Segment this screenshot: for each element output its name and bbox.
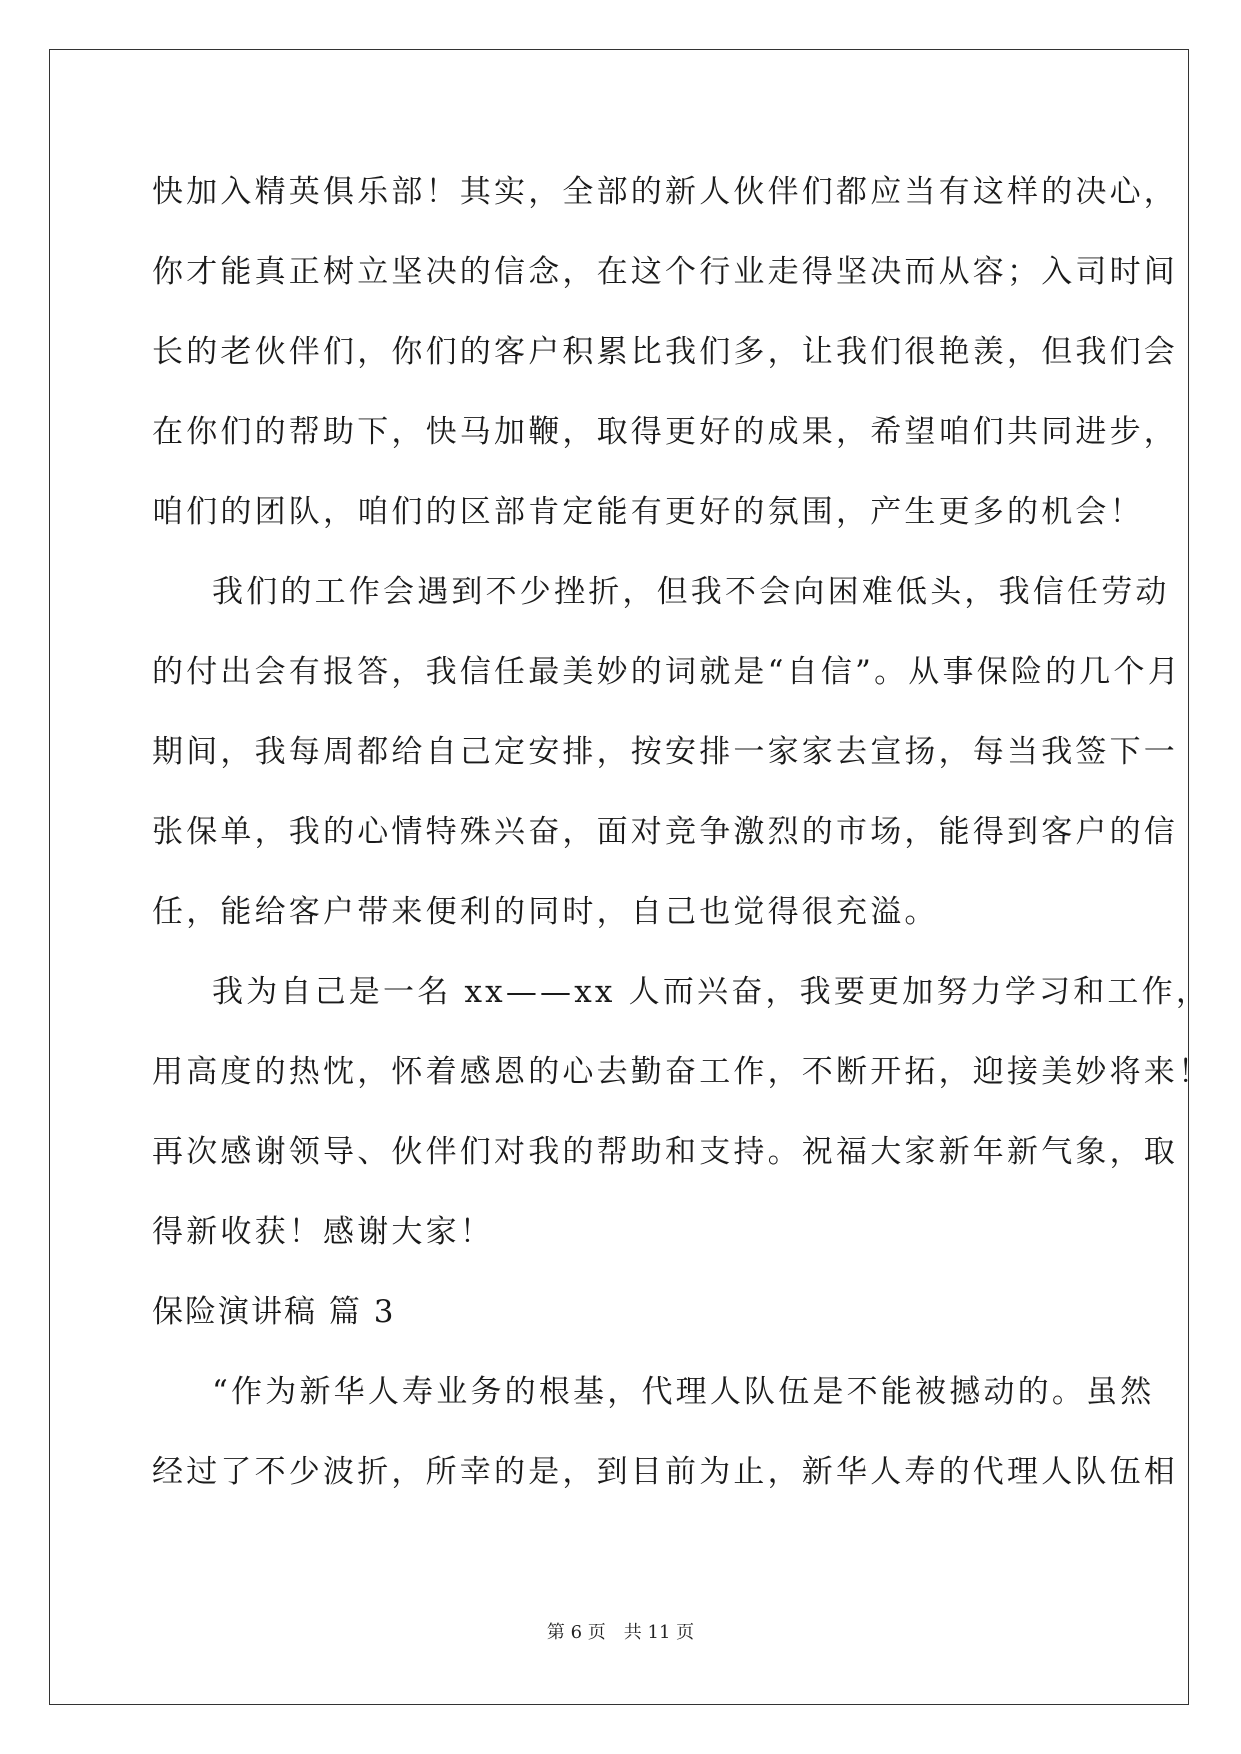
paragraph-start-line: 我们的工作会遇到不少挫折，但我不会向困难低头，我信任劳动 [212,574,1170,610]
text-line: 咱们的团队，咱们的区部肯定能有更好的氛围，产生更多的机会！ [152,494,1144,530]
text-line: 张保单，我的心情特殊兴奋，面对竞争激烈的市场，能得到客户的信 [152,814,1178,850]
paragraph-start-line: “作为新华人寿业务的根基，代理人队伍是不能被撼动的。虽然 [212,1374,1155,1410]
paragraph-start-line: 我为自己是一名 xx——xx 人而兴奋，我要更加努力学习和工作， [212,974,1211,1010]
text-line: 得新收获！感谢大家！ [152,1214,494,1250]
text-line: 快加入精英俱乐部！其实，全部的新人伙伴们都应当有这样的决心， [152,174,1178,210]
text-line: 经过了不少波折，所幸的是，到目前为止，新华人寿的代理人队伍相 [152,1454,1178,1490]
text-line: 期间，我每周都给自己定安排，按安排一家家去宣扬，每当我签下一 [152,734,1178,770]
text-line: 在你们的帮助下，快马加鞭，取得更好的成果，希望咱们共同进步， [152,414,1178,450]
text-line: 你才能真正树立坚决的信念，在这个行业走得坚决而从容；入司时间 [152,254,1178,290]
text-line: 的付出会有报答，我信任最美妙的词就是“自信”。从事保险的几个月 [152,654,1182,690]
text-line: 任，能给客户带来便利的同时，自己也觉得很充溢。 [152,894,939,930]
section-heading: 保险演讲稿 篇 3 [152,1294,396,1330]
text-line: 长的老伙伴们，你们的客户积累比我们多，让我们很艳羡，但我们会 [152,334,1178,370]
page-number-footer: 第 6 页 共 11 页 [546,1622,695,1643]
text-line: 再次感谢领导、伙伴们对我的帮助和支持。祝福大家新年新气象，取 [152,1134,1178,1170]
text-line: 用高度的热忱，怀着感恩的心去勤奋工作，不断开拓，迎接美妙将来！ [152,1054,1213,1090]
